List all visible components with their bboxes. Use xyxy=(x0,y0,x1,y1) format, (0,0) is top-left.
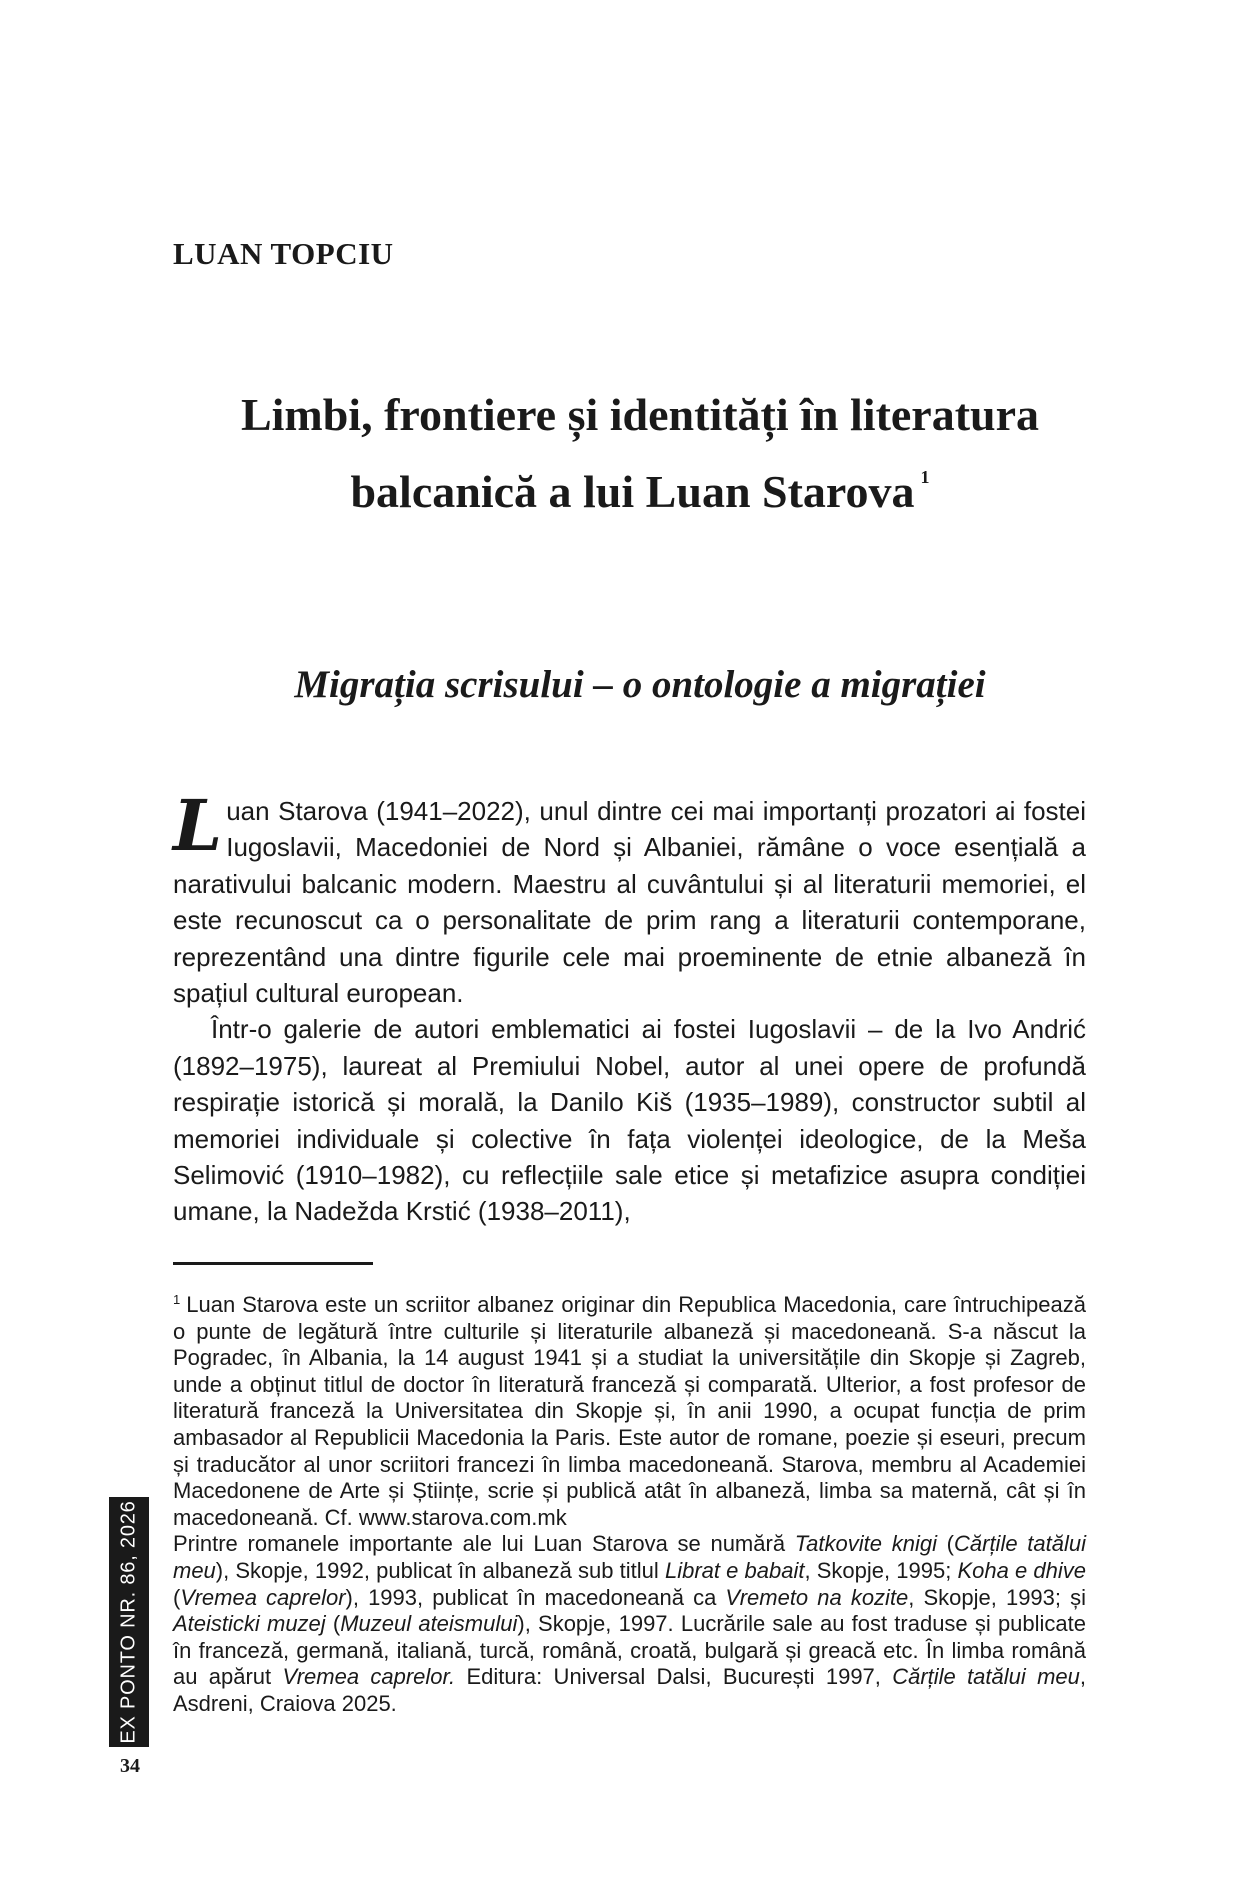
footnote-1-continued xyxy=(173,1531,1086,1717)
footnote-marker: 1 xyxy=(173,1292,181,1307)
page-number: 34 xyxy=(120,1755,140,1777)
author-name: LUAN TOPCIU xyxy=(173,236,394,271)
footnote-text-segment: , Asdreni, Craiova 2025. xyxy=(173,1664,1086,1716)
footnote-text-segment: , Skopje, 1993; și xyxy=(908,1584,1086,1610)
work-title: Koha e dhive xyxy=(957,1557,1087,1583)
work-title: Cărțile tatălui meu xyxy=(892,1664,1080,1690)
journal-issue-label: EX PONTO NR. 86, 2026 xyxy=(117,1500,140,1744)
drop-cap: L xyxy=(173,784,223,867)
footnote-text-segment: ), Skopje, 1992, publicat în albaneză sub titlul xyxy=(215,1557,665,1583)
body-paragraph-2: Într-o galerie de autori emblematici ai fostei Iugoslavii – de la Ivo Andrić (1892–1975), laureat al Premiului Nobel, autor al unei opere de profundă respirație istorică și morală, la Danilo Kiš (1935–1989), constructor subtil al memoriei individuale și colective în fața violenței ideologice, de la Meša Selimović (1910–1982), cu reflecțiile sale etice și metafizice asupra condiției umane, la Nadežda Krstić (1938–2011), xyxy=(173,1014,1086,1227)
title-line-1: Limbi, frontiere și identități în literatura xyxy=(240,389,1040,440)
footnote-text-segment: Printre romanele importante ale lui Luan Starova se numără xyxy=(173,1531,795,1557)
title-line-2: balcanică a lui Luan Starova xyxy=(350,466,915,517)
work-title: Vremeto na kozite xyxy=(725,1584,909,1610)
work-title: Librat e babait xyxy=(664,1557,805,1583)
work-title: Cărțile tatălui meu xyxy=(173,1531,1086,1583)
section-subtitle: Migrația scrisului – o ontologie a migrației xyxy=(294,663,986,706)
footnote-1-text: Luan Starova este un scriitor albanez originar din Republica Macedonia, care întruchipează o punte de legătură între culturile și literaturile albaneză și macedoneană. S-a născut la Pogradec, în Albania, la 14 august 1941 și a studiat la universitățile din Skopje și Zagreb, unde a obținut titlul de doctor în literatură franceză și comparată. Ulterior, a fost profesor de literatură franceză la Universitatea din Skopje și, în anii 1990, a ocupat funcția de prim ambasador al Republicii Macedonia la Paris. Este autor de romane, poezie și eseuri, precum și traducător al unor scriitori francezi în limba macedoneană. Starova, membru al Academiei Macedonene de Arte și Științe, scrie și publică atât în albaneză, limba sa maternă, cât și în macedoneană. Cf. www.starova.com.mk xyxy=(173,1292,1086,1530)
footnote-text-segment: Editura: Universal Dalsi, București 1997, xyxy=(455,1664,893,1690)
body-paragraph-1-text: uan Starova (1941–2022), unul dintre cei mai importanți prozatori ai fostei Iugoslavii, Macedoniei de Nord și Albaniei, rămâne o voce esențială a narativului balcanic modern. Maestru al cuvântului și al literaturii memoriei, el este recunoscut ca o personalitate de prim rang a literaturii contemporane, reprezentând una dintre figurile cele mai proeminente de etnie albaneză în spațiul cultural european. xyxy=(173,796,1086,1009)
footnote-text-segment: , Skopje, 1995; xyxy=(804,1557,958,1583)
work-title: Vremea caprelor xyxy=(180,1584,346,1610)
footnote-text-segment: ( xyxy=(173,1584,181,1610)
footnote-text-segment: ), Skopje, 1997. Lucrările sale au fost traduse și publicate în franceză, germană, italiană, turcă, română, croată, bulgară și greacă etc. În limba română au apărut xyxy=(173,1611,1087,1690)
footnote-text-segment: ( xyxy=(325,1611,341,1637)
article-title xyxy=(140,384,1140,523)
work-title: Vremea caprelor. xyxy=(282,1664,456,1690)
footnote-text-segment: ( xyxy=(936,1531,954,1557)
work-title: Muzeul ateismului xyxy=(340,1611,518,1637)
footnote-text-segment: ), 1993, publicat în macedoneană ca xyxy=(345,1584,726,1610)
footnote-1 xyxy=(173,1287,1086,1531)
title-footnote-ref[interactable]: 1 xyxy=(920,467,930,487)
journal-issue-band xyxy=(109,1497,149,1747)
work-title: Tatkovite knigi xyxy=(794,1531,937,1557)
footnote-separator xyxy=(173,1262,373,1265)
footnotes xyxy=(173,1287,1086,1718)
work-title: Ateisticki muzej xyxy=(173,1611,326,1637)
article-body xyxy=(173,784,1086,1230)
body-paragraph-1 xyxy=(173,784,1086,1011)
